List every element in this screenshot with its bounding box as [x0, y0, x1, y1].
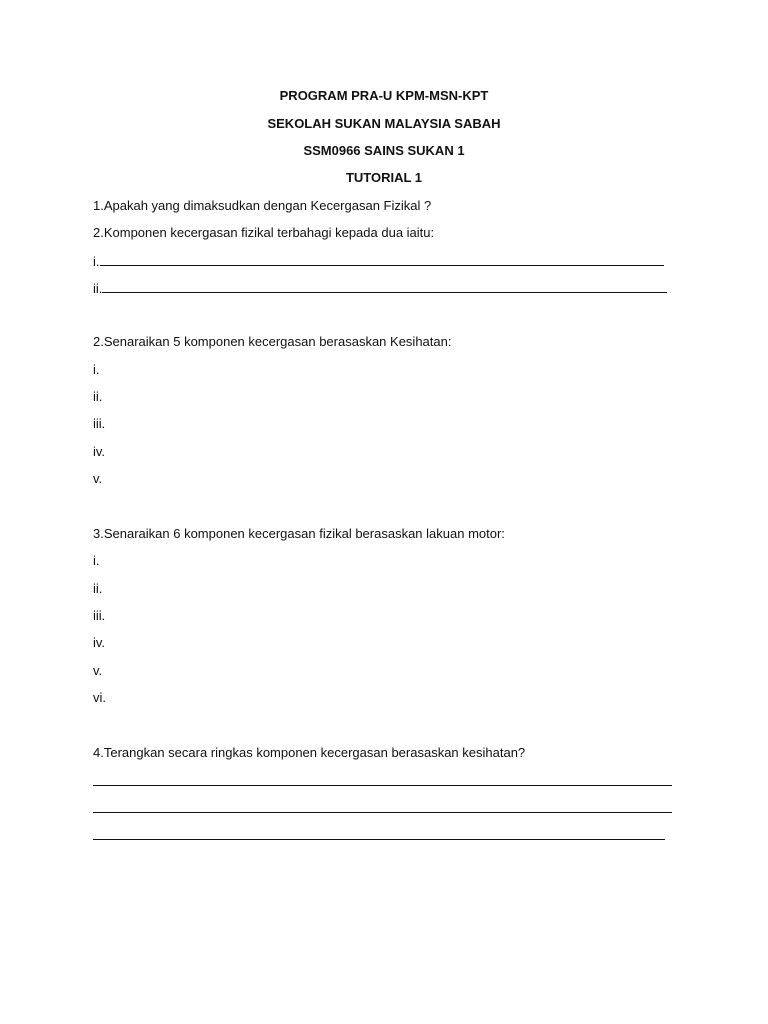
answer-blank[interactable] — [100, 253, 664, 266]
list-item: i. — [93, 362, 100, 377]
question-2a: 2.Komponen kecergasan fizikal terbahagi kepada dua iaitu: — [93, 225, 435, 240]
program-title: PROGRAM PRA-U KPM-MSN-KPT — [279, 88, 489, 103]
tutorial-title: TUTORIAL 1 — [345, 170, 423, 185]
list-item: v. — [93, 471, 103, 486]
question-2b: 2.Senaraikan 5 komponen kecergasan berasaskan Kesihatan: — [93, 334, 452, 349]
list-item: v. — [93, 663, 103, 678]
list-item: iv. — [93, 635, 106, 650]
item-label: ii. — [93, 281, 103, 296]
answer-rule[interactable] — [93, 839, 665, 840]
list-item: ii. — [93, 581, 103, 596]
list-item: iv. — [93, 444, 106, 459]
answer-line-2a-ii — [93, 280, 667, 297]
question-1: 1.Apakah yang dimaksudkan dengan Kecergasan Fizikal ? — [93, 198, 432, 213]
answer-line-2a-i — [93, 253, 664, 270]
list-item: i. — [93, 553, 100, 568]
answer-rule[interactable] — [93, 812, 672, 813]
list-item: iii. — [93, 608, 106, 623]
list-item: vi. — [93, 690, 106, 705]
list-item: iii. — [93, 416, 106, 431]
question-3: 3.Senaraikan 6 komponen kecergasan fizikal berasaskan lakuan motor: — [93, 526, 505, 541]
list-item: ii. — [93, 389, 103, 404]
answer-blank[interactable] — [102, 280, 667, 293]
answer-rule[interactable] — [93, 785, 672, 786]
school-title: SEKOLAH SUKAN MALAYSIA SABAH — [267, 116, 501, 131]
question-4: 4.Terangkan secara ringkas komponen kecergasan berasaskan kesihatan? — [93, 745, 526, 760]
item-label: i. — [93, 254, 100, 269]
course-title: SSM0966 SAINS SUKAN 1 — [303, 143, 465, 158]
